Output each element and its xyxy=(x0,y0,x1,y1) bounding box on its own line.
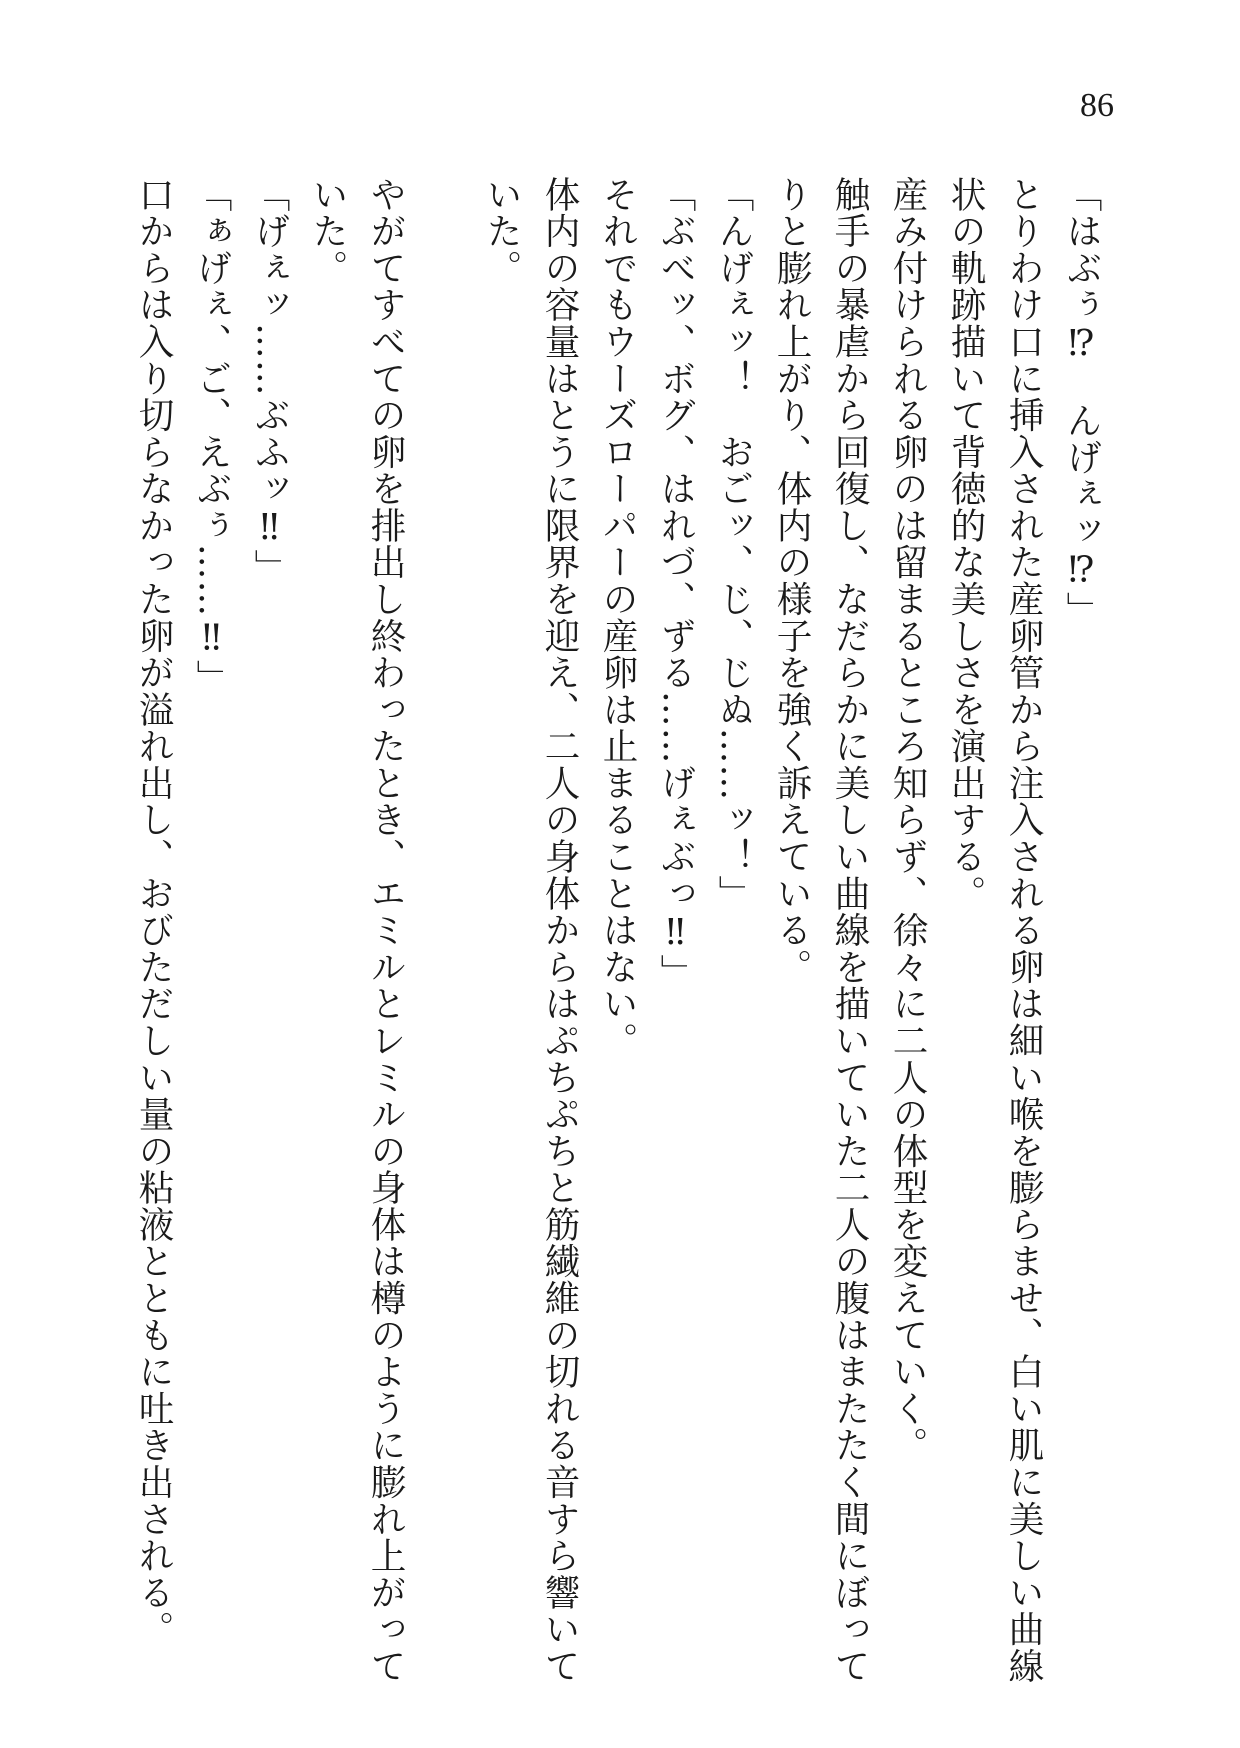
dialogue-line: 「ぶべッ、ボグ、はれづ、ずる……げぇぶっ‼」 xyxy=(655,176,696,991)
dialogue-line: 「んげぇッ！ おごッ、じ、じぬ……ッ！」 xyxy=(713,176,754,912)
narration-line: 口からは入り切らなかった卵が溢れ出し、おびただしい量の粘液とともに吐き出される。 xyxy=(133,176,174,1648)
narration-line: それでもウーズローパーの産卵は止まることはない。 xyxy=(597,176,638,1059)
page-number: 86 xyxy=(1080,87,1114,124)
narration-line: いた。 xyxy=(307,176,348,287)
narration-line: やがてすべての卵を排出し終わったとき、エミルとレミルの身体は樽のように膨れ上がって xyxy=(365,176,406,1685)
dialogue-line: 「げぇッ……ぶふッ‼」 xyxy=(249,176,290,587)
body-text xyxy=(130,176,1110,1685)
dialogue-line: 「はぶぅ⁉ んげぇッ⁉」 xyxy=(1061,176,1102,629)
narration-line: とりわけ口に挿入された産卵管から注入される卵は細い喉を膨らませ、白い肌に美しい曲線 xyxy=(1003,176,1044,1685)
narration-line: 産み付けられる卵のは留まるところ知らず、徐々に二人の体型を変えていく。 xyxy=(887,176,928,1464)
narration-line: 状の軌跡描いて背徳的な美しさを演出する。 xyxy=(945,176,986,912)
narration-line: いた。 xyxy=(481,176,522,287)
dialogue-line: 「ぁげぇ、ご、えぶぅ……‼」 xyxy=(191,176,232,697)
paragraph-gap xyxy=(414,176,472,1656)
narration-line: 触手の暴虐から回復し、なだらかに美しい曲線を描いていた二人の腹はまたたく間にぼって xyxy=(829,176,870,1685)
narration-line: 体内の容量はとうに限界を迎え、二人の身体からはぷちぷちと筋繊維の切れる音すら響いて xyxy=(539,176,580,1685)
narration-line: りと膨れ上がり、体内の様子を強く訴えている。 xyxy=(771,176,812,986)
